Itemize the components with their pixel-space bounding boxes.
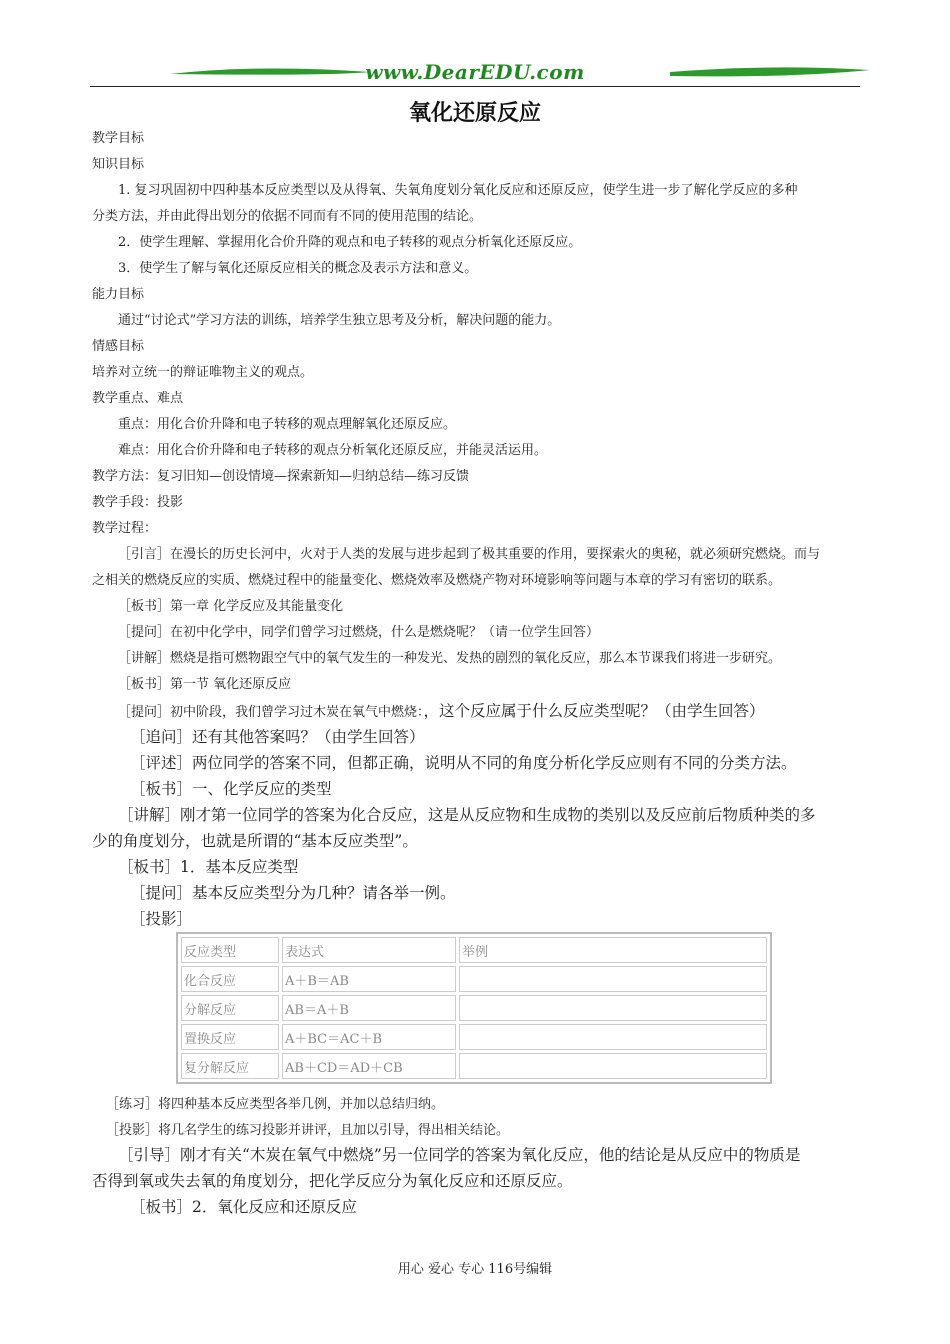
text-line: ［引言］在漫长的历史长河中，火对于人类的发展与进步起到了极其重要的作用，要探索火的奥秘，就必须研究燃烧。而与 bbox=[118, 547, 821, 562]
text-line: 培养对立统一的辩证唯物主义的观点。 bbox=[92, 365, 314, 380]
table-header-row bbox=[181, 937, 767, 963]
page-title: 氧化还原反应 bbox=[408, 100, 541, 126]
text-line: ［追问］还有其他答案吗？（由学生回答） bbox=[130, 728, 425, 746]
text-line: ［评述］两位同学的答案不同，但都正确，说明从不同的角度分析化学反应则有不同的分类方法。 bbox=[130, 754, 797, 772]
text-line: 分类方法，并由此得出划分的依据不同而有不同的使用范围的结论。 bbox=[92, 209, 483, 224]
page-footer: 用心 爱心 专心 116号编辑 bbox=[397, 1262, 553, 1277]
text-line: ［板书］第一章 化学反应及其能量变化 bbox=[118, 599, 344, 614]
table-header-cell: 表达式 bbox=[282, 937, 456, 963]
table-cell: A＋B＝AB bbox=[282, 966, 456, 992]
table-cell: AB＋CD＝AD＋CB bbox=[282, 1053, 456, 1079]
text-line: 教学重点、难点 bbox=[92, 391, 184, 406]
page-header bbox=[90, 60, 860, 90]
table-row bbox=[181, 1024, 767, 1050]
table-row bbox=[181, 1053, 767, 1079]
table-cell: 分解反应 bbox=[181, 995, 279, 1021]
text-line: 少的角度划分，也就是所谓的“基本反应类型”。 bbox=[92, 832, 418, 850]
text-line: 情感目标 bbox=[92, 339, 145, 354]
site-logo[interactable]: www.DearEDU.com bbox=[365, 60, 585, 84]
table-header-cell: 举例 bbox=[459, 937, 767, 963]
text-line: ［提问］基本反应类型分为几种？请各举一例。 bbox=[130, 884, 456, 902]
table-cell: 复分解反应 bbox=[181, 1053, 279, 1079]
text-line: 知识目标 bbox=[92, 157, 145, 172]
text-line: ［投影］将几名学生的练习投影并讲评，且加以引导，得出相关结论。 bbox=[106, 1123, 510, 1138]
table-cell: A＋BC＝AC＋B bbox=[282, 1024, 456, 1050]
table-cell bbox=[459, 1053, 767, 1079]
text-line: 难点：用化合价升降和电子转移的观点分析氧化还原反应，并能灵活运用。 bbox=[118, 443, 548, 458]
header-rule bbox=[90, 86, 860, 87]
table-row bbox=[181, 966, 767, 992]
text-line: ［板书］一、化学反应的类型 bbox=[130, 780, 332, 798]
text-line: ［练习］将四种基本反应类型各举几例，并加以总结归纳。 bbox=[106, 1097, 445, 1112]
text-line: 能力目标 bbox=[92, 287, 145, 302]
table-cell: AB＝A＋B bbox=[282, 995, 456, 1021]
text-line: ［板书］第一节 氧化还原反应 bbox=[118, 677, 292, 692]
text-line: 重点：用化合价升降和电子转移的观点理解氧化还原反应。 bbox=[118, 417, 457, 432]
table-header-cell: 反应类型 bbox=[181, 937, 279, 963]
text-line: ［提问］在初中化学中，同学们曾学习过燃烧，什么是燃烧呢？（请一位学生回答） bbox=[118, 625, 600, 640]
text-line: ［板书］2．氧化反应和还原反应 bbox=[130, 1198, 357, 1216]
table-cell bbox=[459, 966, 767, 992]
table-cell bbox=[459, 995, 767, 1021]
text-line: 教学方法：复习旧知—创设情境—探索新知—归纳总结—练习反馈 bbox=[92, 469, 470, 484]
reaction-types-table bbox=[176, 932, 772, 1084]
text-line: ［讲解］刚才第一位同学的答案为化合反应，这是从反应物和生成物的类别以及反应前后物质种类的多 bbox=[118, 806, 816, 824]
table-cell: 置换反应 bbox=[181, 1024, 279, 1050]
text-line: 之相关的燃烧反应的实质、燃烧过程中的能量变化、燃烧效率及燃烧产物对环境影响等问题与本章的学习有密切的联系。 bbox=[92, 573, 782, 588]
text-line: ［引导］刚才有关“木炭在氧气中燃烧”另一位同学的答案为氧化反应，他的结论是从反应中的物质是 bbox=[118, 1146, 801, 1164]
text-line: 3．使学生了解与氧化还原反应相关的概念及表示方法和意义。 bbox=[118, 261, 478, 276]
text-segment: ［提问］初中阶段，我们曾学习过木炭在氧气中燃烧： bbox=[118, 705, 424, 720]
text-line: ［讲解］燃烧是指可燃物跟空气中的氧气发生的一种发光、发热的剧烈的氧化反应，那么本节课我们将进一步研究。 bbox=[118, 651, 782, 666]
table-row bbox=[181, 995, 767, 1021]
text-line: ［板书］1．基本反应类型 bbox=[118, 858, 299, 876]
text-line: 2．使学生理解、掌握用化合价升降的观点和电子转移的观点分析氧化还原反应。 bbox=[118, 235, 582, 250]
text-line: ［投影］ bbox=[130, 910, 193, 928]
text-line: 1. 复习巩固初中四种基本反应类型以及从得氧、失氧角度划分氧化反应和还原反应，使学生进一步了解化学反应的多种 bbox=[118, 183, 798, 198]
table-cell: 化合反应 bbox=[181, 966, 279, 992]
text-line: 否得到氧或失去氧的角度划分，把化学反应分为氧化反应和还原反应。 bbox=[92, 1172, 573, 1190]
text-line: 教学过程： bbox=[92, 521, 158, 536]
text-line: 通过“讨论式”学习方法的训练，培养学生独立思考及分析，解决问题的能力。 bbox=[118, 313, 561, 328]
table-cell bbox=[459, 1024, 767, 1050]
text-segment: ，这个反应属于什么反应类型呢？（由学生回答） bbox=[423, 702, 765, 720]
text-line: 教学手段：投影 bbox=[92, 495, 184, 510]
text-line bbox=[118, 698, 765, 726]
text-line: 教学目标 bbox=[92, 131, 145, 146]
